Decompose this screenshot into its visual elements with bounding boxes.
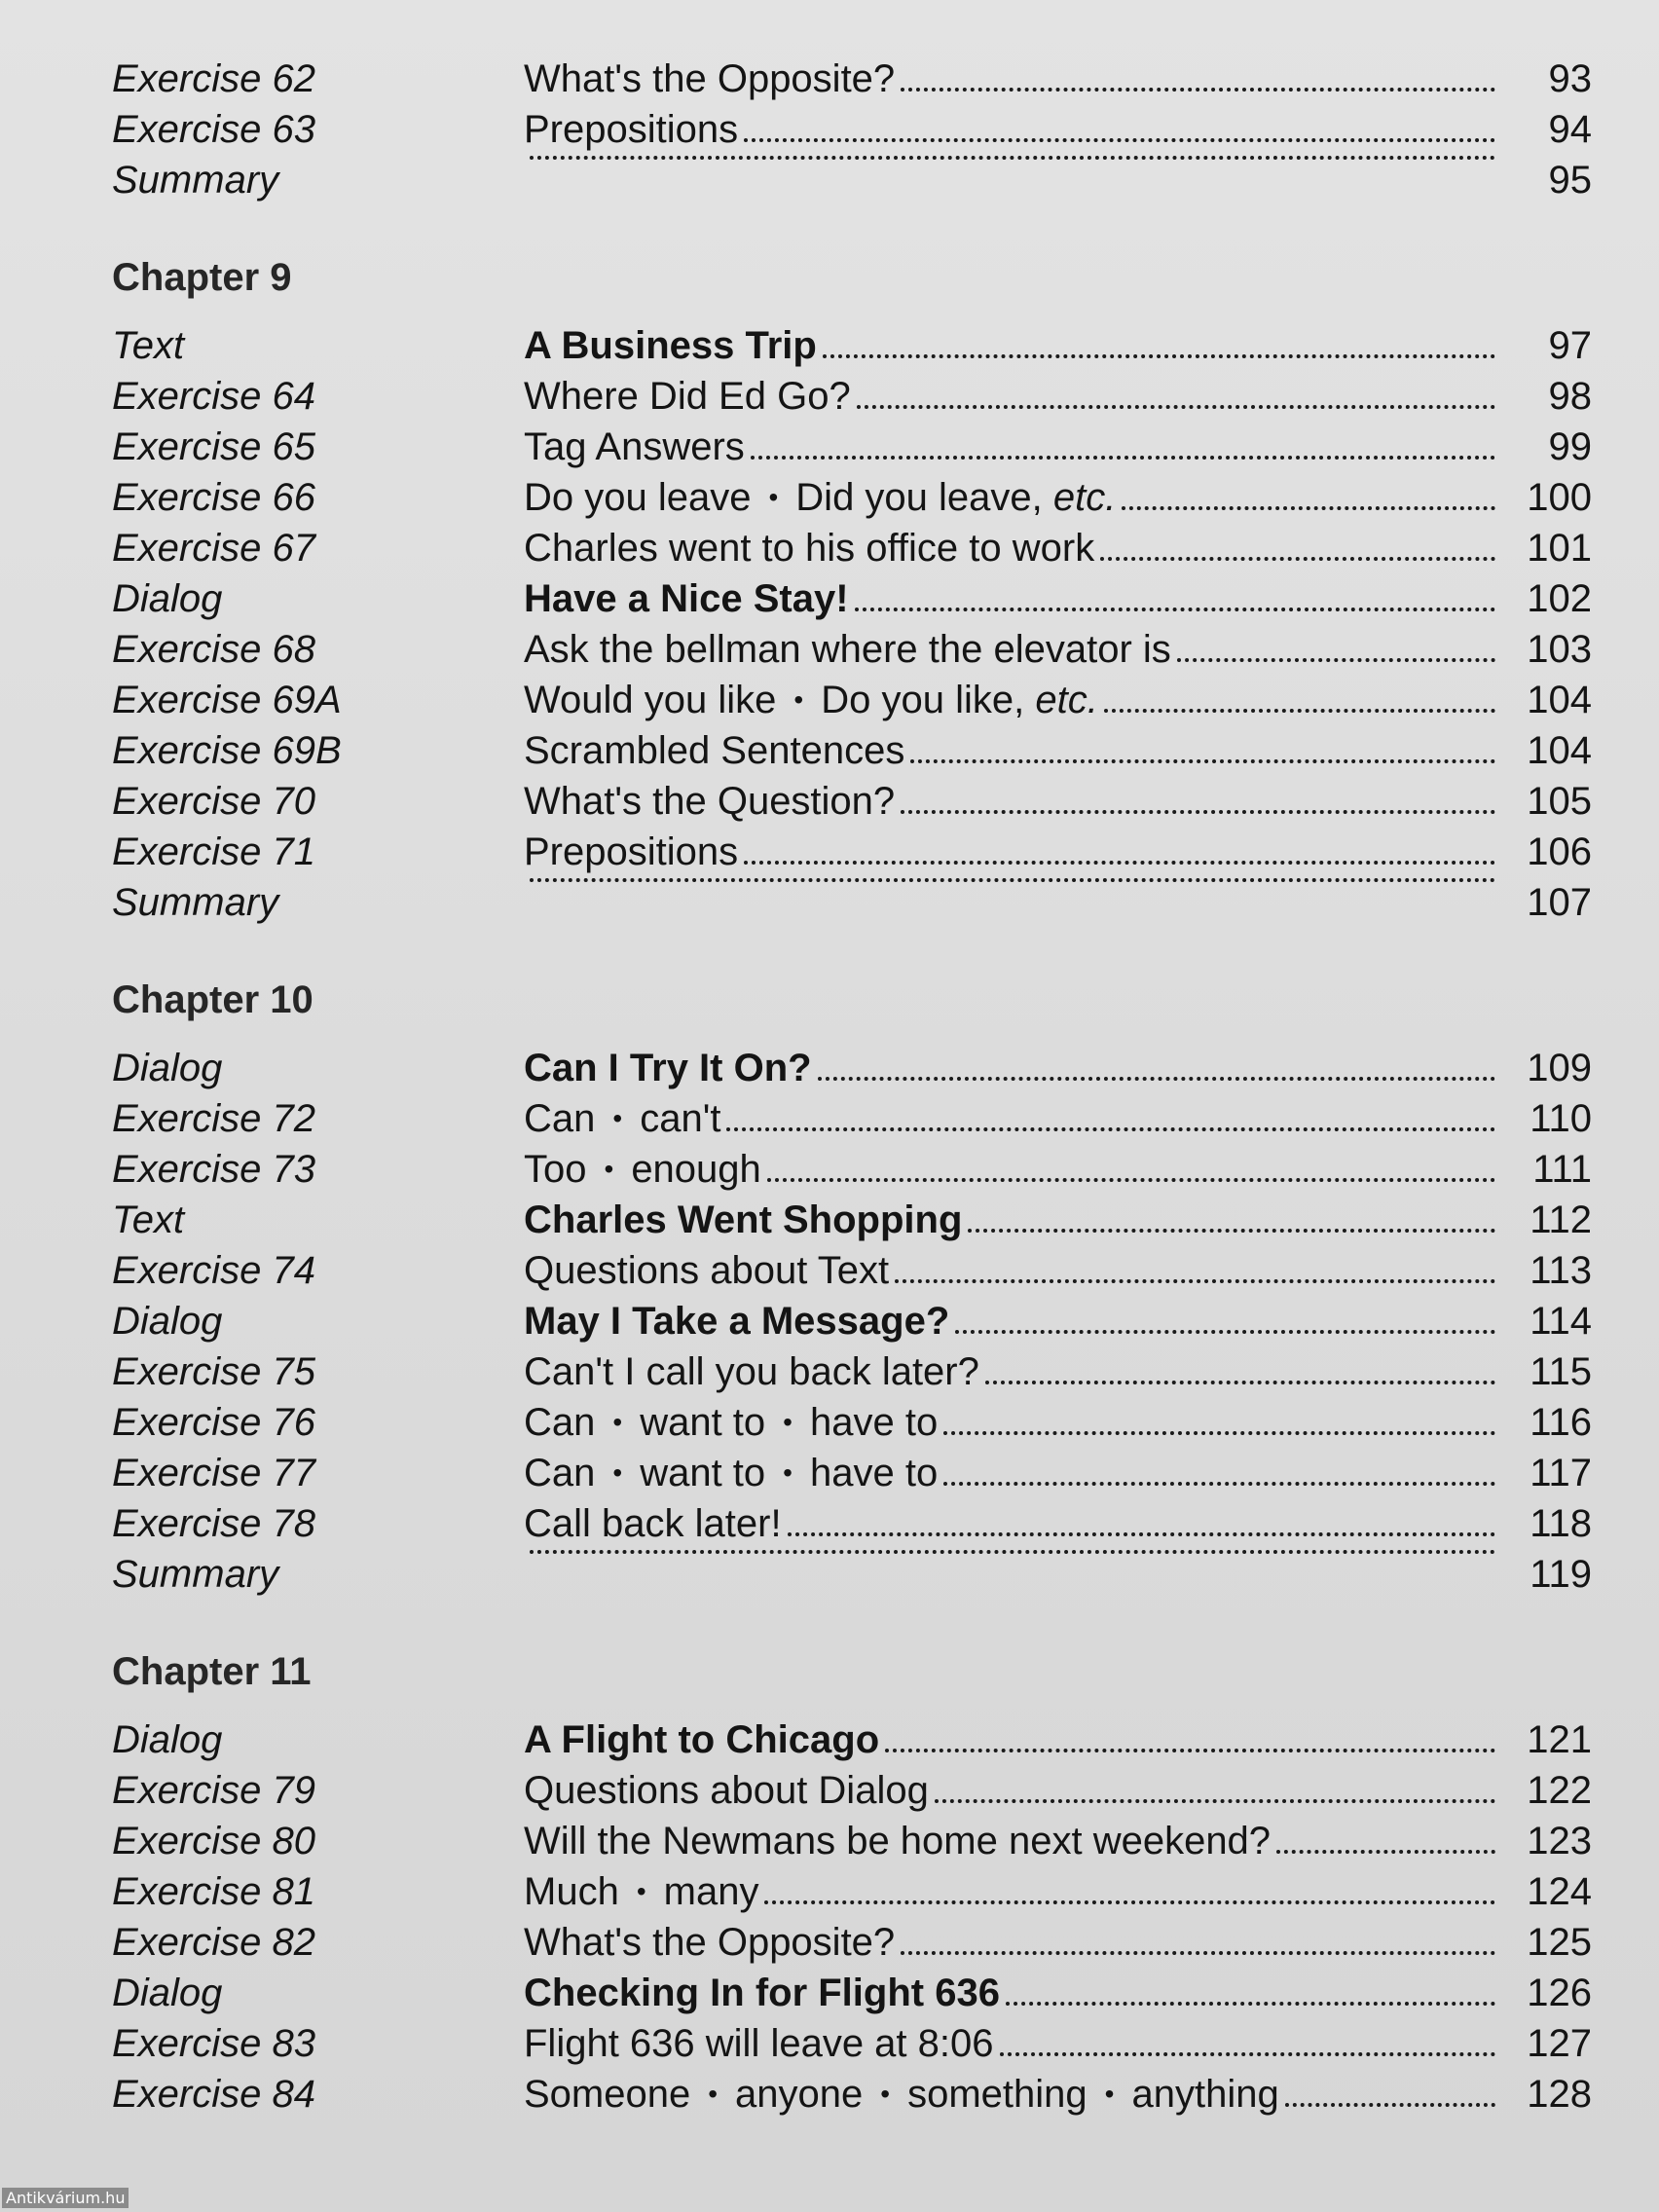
entry-label: Text [112,1198,185,1241]
dot-leader [823,353,1495,358]
entry-label: Exercise 69A [112,679,342,721]
page-number: 121 [1527,1718,1592,1761]
entry-title-text: Scrambled Sentences [524,729,905,772]
entry-title-text: Charles Went Shopping [524,1198,963,1241]
entry-title-text: anyone [735,2073,864,2116]
page-number: 95 [1548,159,1592,202]
toc-entry [112,1816,1592,1866]
toc-entry [112,1397,1592,1448]
entry-title-text: Have a Nice Stay! [524,577,849,620]
entry-title [524,1498,1595,1549]
watermark: Antikvárium.hu [2,2188,129,2208]
entry-title [524,523,1595,573]
entry-title-text: Where Did Ed Go? [524,375,851,418]
entry-label: Dialog [112,1300,223,1343]
entry-title [524,1549,1595,1564]
entry-title [524,1816,1595,1866]
page-number: 117 [1530,1452,1592,1494]
entry-title-text: enough [631,1148,761,1191]
dot-leader [935,1798,1495,1803]
toc-entry [112,523,1592,573]
toc-entry [112,1714,1592,1765]
entry-title [524,1917,1595,1968]
entry-title [524,1346,1595,1397]
dot-leader [1000,2051,1496,2056]
page-number: 116 [1530,1401,1592,1444]
toc-entry [112,371,1592,422]
page-number: 115 [1530,1350,1592,1393]
toc-entry [112,1866,1592,1917]
page-number: 113 [1530,1249,1592,1292]
entry-label: Dialog [112,1047,223,1089]
page-number: 99 [1548,425,1592,468]
entry-title-text: Will the Newmans be home next weekend? [524,1820,1272,1862]
entry-title-text: Checking In for Flight 636 [524,1972,1000,2014]
dot-leader [901,87,1495,92]
toc-entry [112,472,1592,523]
toc-entry [112,2069,1592,2120]
toc-entry [112,624,1592,675]
entry-label: Summary [112,1553,279,1596]
entry-title [524,54,1595,104]
entry-label: Exercise 62 [112,57,315,100]
entry-title-text: What's the Question? [524,780,896,823]
entry-label: Exercise 77 [112,1452,315,1494]
entry-label: Exercise 81 [112,1870,315,1913]
entry-title-text: Can [524,1452,596,1494]
entry-title [524,472,1595,527]
entry-label: Exercise 78 [112,1502,315,1545]
entry-title-text: can't [640,1097,721,1140]
entry-title [524,320,1595,371]
entry-title [524,1296,1595,1346]
entry-title-text: anything [1131,2073,1279,2116]
page-number: 119 [1530,1553,1592,1596]
dot-leader [895,1278,1495,1283]
table-of-contents [112,54,1592,2120]
entry-title-text: What's the Opposite? [524,57,896,100]
entry-title-text: Do you leave [524,476,752,519]
entry-label: Exercise 72 [112,1097,315,1140]
entry-title [524,827,1595,877]
dot-leader [818,1076,1495,1081]
entry-title [524,1144,1595,1198]
entry-title [524,1765,1595,1816]
entry-title [524,725,1595,776]
bullet-separator: • [604,1154,614,1184]
entry-title-text: Prepositions [524,108,739,151]
page-number: 101 [1527,527,1592,570]
dot-leader [968,1228,1495,1233]
bullet-separator: • [612,1407,623,1437]
dot-leader [855,607,1495,611]
entry-title-text: A Flight to Chicago [524,1718,880,1761]
entry-label: Exercise 63 [112,108,315,151]
page-number: 123 [1527,1820,1592,1862]
entry-title [524,2018,1595,2069]
entry-label: Exercise 80 [112,1820,315,1862]
entry-title [524,573,1595,624]
bullet-separator: • [612,1103,623,1133]
entry-label: Exercise 67 [112,527,315,570]
page-number: 111 [1532,1148,1592,1191]
entry-label: Exercise 71 [112,830,315,873]
dot-leader [744,860,1495,865]
toc-entry [112,827,1592,877]
page-number: 118 [1530,1502,1592,1545]
entry-title [524,675,1595,729]
dot-leader [1100,556,1495,561]
entry-label: Text [112,324,185,367]
dot-leader [910,758,1495,763]
entry-title [524,1043,1595,1093]
entry-title-text: Call back later! [524,1502,782,1545]
entry-title [524,422,1595,472]
entry-title-text: Did you leave, etc. [795,476,1117,519]
dot-leader [943,1430,1495,1435]
toc-entry [112,1917,1592,1968]
dot-leader [1276,1849,1495,1854]
page-number: 122 [1527,1769,1592,1812]
entry-title-text: Ask the bellman where the elevator is [524,628,1171,671]
entry-label: Exercise 69B [112,729,342,772]
entry-title [524,776,1595,827]
dot-leader [943,1481,1495,1486]
dot-leader [985,1380,1495,1384]
entry-title-text: Do you like, etc. [821,679,1098,721]
entry-label: Exercise 84 [112,2073,315,2116]
page-number: 106 [1527,830,1592,873]
toc-entry [112,675,1592,725]
dot-leader [1104,708,1495,713]
entry-label: Summary [112,159,279,202]
page-number: 103 [1527,628,1592,671]
entry-title-text: Flight 636 will leave at 8:06 [524,2022,994,2065]
entry-title-text: Can [524,1401,596,1444]
toc-entry [112,422,1592,472]
entry-title-text: have to [809,1452,939,1494]
entry-label: Summary [112,881,279,924]
dot-leader [885,1748,1495,1752]
dot-leader [764,1899,1495,1904]
page-number: 94 [1548,108,1592,151]
toc-entry [112,1498,1592,1549]
bullet-separator: • [612,1457,623,1488]
entry-label: Exercise 79 [112,1769,315,1812]
dot-leader [744,137,1495,142]
entry-title-text: want to [640,1401,766,1444]
entry-title [524,624,1595,675]
chapter-heading: Chapter 9 [112,256,292,299]
entry-title-text: Prepositions [524,830,739,873]
bullet-separator: • [1104,2079,1115,2109]
entry-label: Exercise 64 [112,375,315,418]
dot-leader [1122,505,1495,510]
entry-title-text: Can't I call you back later? [524,1350,979,1393]
entry-title-text: Would you like [524,679,777,721]
page-number: 100 [1527,476,1592,519]
entry-label: Exercise 74 [112,1249,315,1292]
dot-leader [530,155,1495,160]
bullet-separator: • [708,2079,719,2109]
toc-entry [112,1144,1592,1195]
bullet-separator: • [783,1457,793,1488]
dot-leader [788,1531,1495,1536]
page-number: 104 [1527,679,1592,721]
entry-title-text: have to [809,1401,939,1444]
entry-title-text: something [907,2073,1088,2116]
entry-label: Exercise 66 [112,476,315,519]
entry-title-text: What's the Opposite? [524,1921,896,1964]
toc-entry [112,1549,1592,1600]
toc-entry [112,155,1592,205]
entry-title-text: Much [524,1870,619,1913]
page-number: 125 [1527,1921,1592,1964]
toc-entry [112,1346,1592,1397]
entry-title [524,1245,1595,1296]
page-number: 127 [1527,2022,1592,2065]
entry-title-text: Too [524,1148,587,1191]
entry-title [524,1968,1595,2018]
toc-entry [112,573,1592,624]
chapter-heading: Chapter 10 [112,978,313,1021]
entry-title [524,155,1595,169]
entry-title [524,2069,1595,2123]
dot-leader [1177,657,1495,662]
entry-title-text: Charles went to his office to work [524,527,1095,570]
entry-title-text: Someone [524,2073,691,2116]
toc-entry [112,320,1592,371]
dot-leader [530,1549,1495,1554]
chapter-heading: Chapter 11 [112,1650,312,1693]
toc-entry [112,1245,1592,1296]
entry-title-text: Tag Answers [524,425,745,468]
entry-label: Dialog [112,577,223,620]
dot-leader [955,1329,1495,1334]
dot-leader [530,877,1495,882]
entry-title [524,1397,1595,1452]
entry-label: Exercise 76 [112,1401,315,1444]
entry-title [524,1448,1595,1502]
toc-entry [112,1765,1592,1816]
entry-title-text: Questions about Text [524,1249,890,1292]
page-number: 105 [1527,780,1592,823]
toc-entry [112,877,1592,928]
bullet-separator: • [768,482,779,512]
page-number: 114 [1530,1300,1592,1343]
dot-leader [1006,2001,1495,2006]
toc-entry [112,1195,1592,1245]
bullet-separator: • [793,684,804,715]
dot-leader [767,1177,1495,1182]
dot-leader [1285,2102,1495,2107]
page-number: 112 [1530,1198,1592,1241]
entry-title [524,371,1595,422]
entry-title [524,1714,1595,1765]
page-number: 97 [1548,324,1592,367]
entry-title-text: Can [524,1097,596,1140]
entry-title-text: May I Take a Message? [524,1300,950,1343]
toc-entry [112,776,1592,827]
bullet-separator: • [783,1407,793,1437]
page-number: 126 [1527,1972,1592,2014]
entry-title [524,1866,1595,1921]
toc-entry [112,725,1592,776]
entry-title [524,1093,1595,1148]
toc-entry [112,104,1592,155]
entry-label: Exercise 75 [112,1350,315,1393]
entry-title-text: Questions about Dialog [524,1769,929,1812]
entry-label: Exercise 83 [112,2022,315,2065]
page-number: 109 [1527,1047,1592,1089]
toc-entry [112,54,1592,104]
toc-entry [112,1043,1592,1093]
dot-leader [857,404,1495,409]
entry-title [524,1195,1595,1245]
entry-title-text: Can I Try It On? [524,1047,812,1089]
toc-entry [112,1448,1592,1498]
entry-title-text: want to [640,1452,766,1494]
page-number: 93 [1548,57,1592,100]
toc-entry [112,1093,1592,1144]
entry-title-text: many [663,1870,759,1913]
page-number: 104 [1527,729,1592,772]
toc-entry [112,2018,1592,2069]
entry-label: Exercise 68 [112,628,315,671]
entry-label: Exercise 82 [112,1921,315,1964]
dot-leader [901,1950,1495,1955]
page-number: 102 [1527,577,1592,620]
toc-entry [112,1296,1592,1346]
dot-leader [751,455,1495,460]
bullet-separator: • [636,1876,646,1906]
page-number: 124 [1527,1870,1592,1913]
entry-title [524,877,1595,892]
page-number: 110 [1530,1097,1592,1140]
dot-leader [901,809,1495,814]
dot-leader [726,1126,1495,1131]
bullet-separator: • [880,2079,891,2109]
entry-label: Exercise 65 [112,425,315,468]
entry-title [524,104,1595,155]
page-number: 107 [1527,881,1592,924]
page-number: 128 [1527,2073,1592,2116]
page-number: 98 [1548,375,1592,418]
entry-title-text: A Business Trip [524,324,817,367]
entry-label: Exercise 73 [112,1148,315,1191]
entry-label: Dialog [112,1972,223,2014]
entry-label: Exercise 70 [112,780,315,823]
entry-label: Dialog [112,1718,223,1761]
toc-entry [112,1968,1592,2018]
